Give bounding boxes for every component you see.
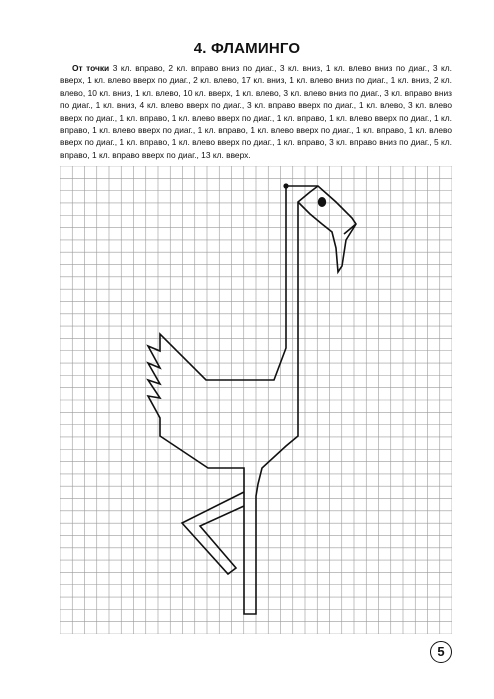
instructions-lead: От точки bbox=[72, 63, 110, 73]
page-title: 4. ФЛАМИНГО bbox=[193, 40, 301, 57]
flamingo-bent-leg-outline bbox=[182, 492, 244, 574]
instructions-text: 3 кл. вправо, 2 кл. вправо вниз по диаг., 3 кл. вниз, 1 кл. влево вниз по диаг., 3 кл. вверх, 1 кл. влево вверх по диаг., 2 кл. влево, 17 кл. вниз, 1 кл. влево вниз по диаг., 1 кл. вниз, 2 кл. влево, 10 кл. вниз, 1 кл. влево, 10 кл. вверх, 1 кл. влево, 3 кл. влево вниз по диаг., 3 кл. вправо вниз по диаг., 1 кл. вниз, 4 кл. влево вверх по диаг., 3 кл. вправо вверх по диаг., 1 кл. влево, 3 кл. влево вверх по диаг., 1 кл. вправо, 1 кл. влево вверх по диаг., 1 кл. вправо, 1 кл. влево вверх по диаг., 1 кл. вправо, 1 кл. влево вверх по диаг., 1 кл. вправо, 1 кл. влево вверх по диаг., 1 кл. вправо, 1 кл. влево вверх по диаг., 1 кл. вправо, 1 кл. влево вверх по диаг., 1 кл. вправо, 3 кл. вправо вниз по диаг., 5 кл. вправо, 1 кл. вправо вверх по диаг., 13 кл. вверх. bbox=[60, 63, 452, 160]
flamingo-figure bbox=[148, 183, 356, 614]
page-number-badge: 5 bbox=[430, 641, 452, 663]
drawing-grid bbox=[60, 166, 452, 634]
instructions-paragraph bbox=[60, 62, 452, 161]
flamingo-eye-icon bbox=[318, 197, 326, 207]
start-point-dot bbox=[283, 183, 288, 188]
flamingo-grid-drawing bbox=[60, 166, 452, 634]
